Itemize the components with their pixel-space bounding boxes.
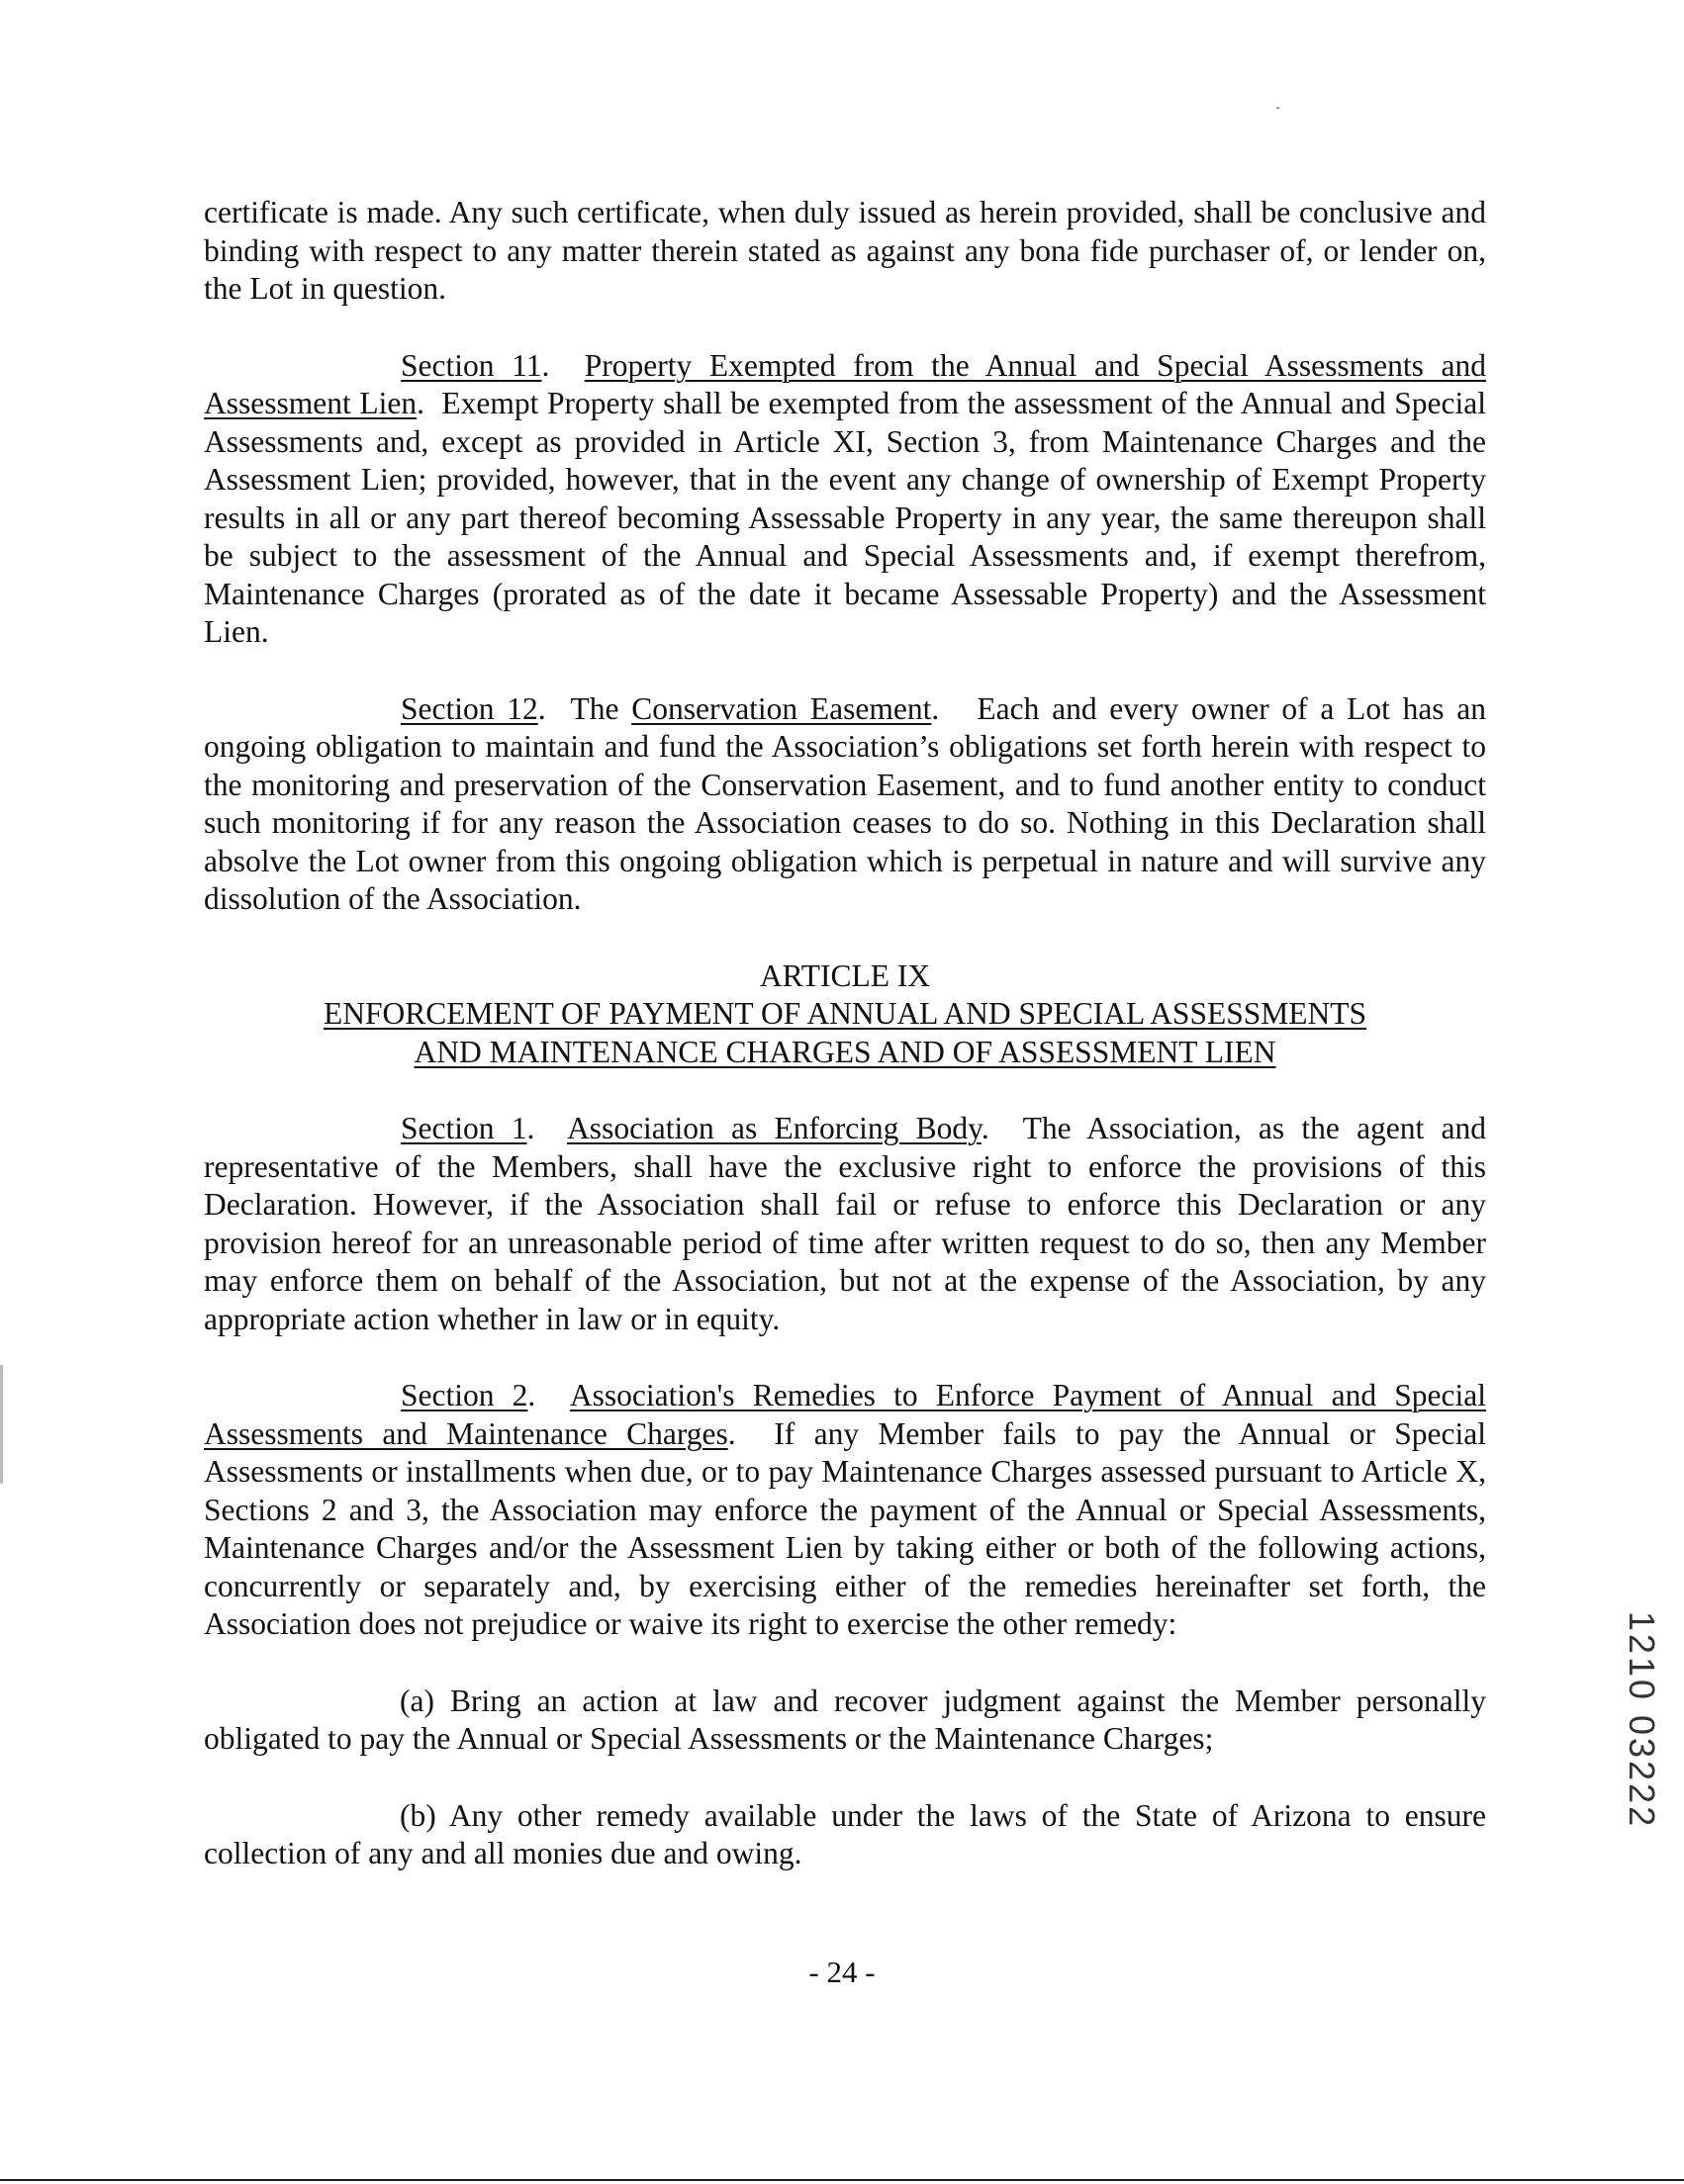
paragraph-continuation: certificate is made. Any such certificate, when duly issued as herein provided, shall be conclusive and binding with respect to any matter therein stated as against any bona fide purchaser of, or lender on, the Lot in question. xyxy=(204,195,1486,306)
article-9-section-1-label: Section 1 xyxy=(401,1111,527,1145)
section-11-label: Section 11 xyxy=(401,347,542,383)
article-9-section-2-label: Section 2 xyxy=(401,1378,528,1412)
article-9-section-2: Section 2. Association's Remedies to Enforce Payment of Annual and Special Assessments and Maintenance Charges. If any Member fails to pay the Annual or Special Assessments or installments when due, or to pay Maintenance Charges assessed pursuant to Article X, Sections 2 and 3, the Association may enforce the payment of the Annual or Special Assessments, Maintenance Charges and/or the Assessment Lien by taking either or both of the following actions, concurrently or separately and, by exercising either of the remedies hereinafter set forth, the Association does not prejudice or waive its right to exercise the other remedy: xyxy=(204,1378,1487,1641)
article-title-line-1: ENFORCEMENT OF PAYMENT OF ANNUAL AND SPECIAL ASSESSMENTS xyxy=(323,996,1367,1031)
section-12: Section 12. The Conservation Easement. Each and every owner of a Lot has an ongoing obligation to maintain and fund the Association’s obligations set forth herein with respect to the monitoring and preservation of the Conservation Easement, and to fund another entity to conduct such monitoring if for any reason the Association ceases to do so. Nothing in this Declaration shall absolve the Lot owner from this ongoing obligation which is perpetual in nature and will survive any dissolution of the Association. xyxy=(204,690,1487,916)
article-9-section-1: Section 1. Association as Enforcing Body. The Association, as the agent and representative of the Members, shall have the exclusive right to enforce the provisions of this Declaration. However, if the Association shall fail or refuse to enforce this Declaration or any provision hereof for an unreasonable period of time after written request to do so, then any Member may enforce them on behalf of the Association, but not at the expense of the Association, by any appropriate action whether in law or in equity. xyxy=(204,1111,1486,1336)
page-number: - 24 - xyxy=(808,1955,876,1989)
bottom-edge-line xyxy=(0,2179,1684,2181)
article-heading xyxy=(204,957,1486,1072)
section-11-body: Exempt Property shall be exempted from the assessment of the Annual and Special Assessments and, except as provided in Article XI, Section 3, from Maintenance Charges and the Assessment Lien; provided, however, that in the event any change of ownership of Exempt Property results in all or any part thereof becoming Assessable Property in any year, the same thereupon shall be subject to the assessment of the Annual and Special Assessments and, if exempt therefrom, Maintenance Charges (prorated as of the date it became Assessable Property) and the Assessment Lien. xyxy=(204,386,1486,649)
document-page xyxy=(204,194,1486,1873)
section-11-title: Property Exempted from the Annual and Special Assessments and Assessment Lien xyxy=(204,347,1486,420)
remedy-item-b: (b) Any other remedy available under the laws of the State of Arizona to ensure collection of any and all monies due and owing. xyxy=(204,1797,1486,1870)
section-12-title: Conservation Easement xyxy=(631,690,932,726)
article-number: ARTICLE IX xyxy=(759,957,931,993)
recording-stamp: 1210 03222 xyxy=(1622,1610,1662,1830)
article-title-line-2: AND MAINTENANCE CHARGES AND OF ASSESSMENT LIEN xyxy=(414,1034,1276,1069)
remedy-item-a: (a) Bring an action at law and recover judgment against the Member personally obligated to pay the Annual or Special Assessments or the Maintenance Charges; xyxy=(204,1683,1486,1756)
section-11: Section 11. Property Exempted from the Annual and Special Assessments and Assessment Lien. Exempt Property shall be exempted from the assessment of the Annual and Special Assessments and, except as provided in Article XI, Section 3, from Maintenance Charges and the Assessment Lien; provided, however, that in the event any change of ownership of Exempt Property results in all or any part thereof becoming Assessable Property in any year, the same thereupon shall be subject to the assessment of the Annual and Special Assessments and, if exempt therefrom, Maintenance Charges (prorated as of the date it became Assessable Property) and the Assessment Lien. xyxy=(204,347,1486,649)
article-9-section-1-title: Association as Enforcing Body xyxy=(567,1111,982,1145)
section-12-label: Section 12 xyxy=(401,690,538,726)
article-9-section-1-body: The Association, as the agent and representative of the Members, shall have the exclusive right to enforce the provisions of this Declaration. However, if the Association shall fail or refuse to enforce this Declaration or any provision hereof for an unreasonable period of time after written request to do so, then any Member may enforce them on behalf of the Association, but not at the expense of the Association, by any appropriate action whether in law or in equity. xyxy=(204,1111,1486,1336)
scan-edge-mark xyxy=(0,1365,3,1484)
article-9-section-2-title: Association's Remedies to Enforce Payment of Annual and Special Assessments and Maintenance Charges xyxy=(204,1378,1486,1451)
section-12-body: Each and every owner of a Lot has an ongoing obligation to maintain and fund the Association’s obligations set forth herein with respect to the monitoring and preservation of the Conservation Easement, and to fund another entity to conduct such monitoring if for any reason the Association ceases to do so. Nothing in this Declaration shall absolve the Lot owner from this ongoing obligation which is perpetual in nature and will survive any dissolution of the Association. xyxy=(204,690,1487,916)
article-9-section-2-body: If any Member fails to pay the Annual or Special Assessments or installments when due, or to pay Maintenance Charges assessed pursuant to Article X, Sections 2 and 3, the Association may enforce the payment of the Annual or Special Assessments, Maintenance Charges and/or the Assessment Lien by taking either or both of the following actions, concurrently or separately and, by exercising either of the remedies hereinafter set forth, the Association does not prejudice or waive its right to exercise the other remedy: xyxy=(204,1415,1487,1641)
scan-mark xyxy=(1276,107,1279,109)
